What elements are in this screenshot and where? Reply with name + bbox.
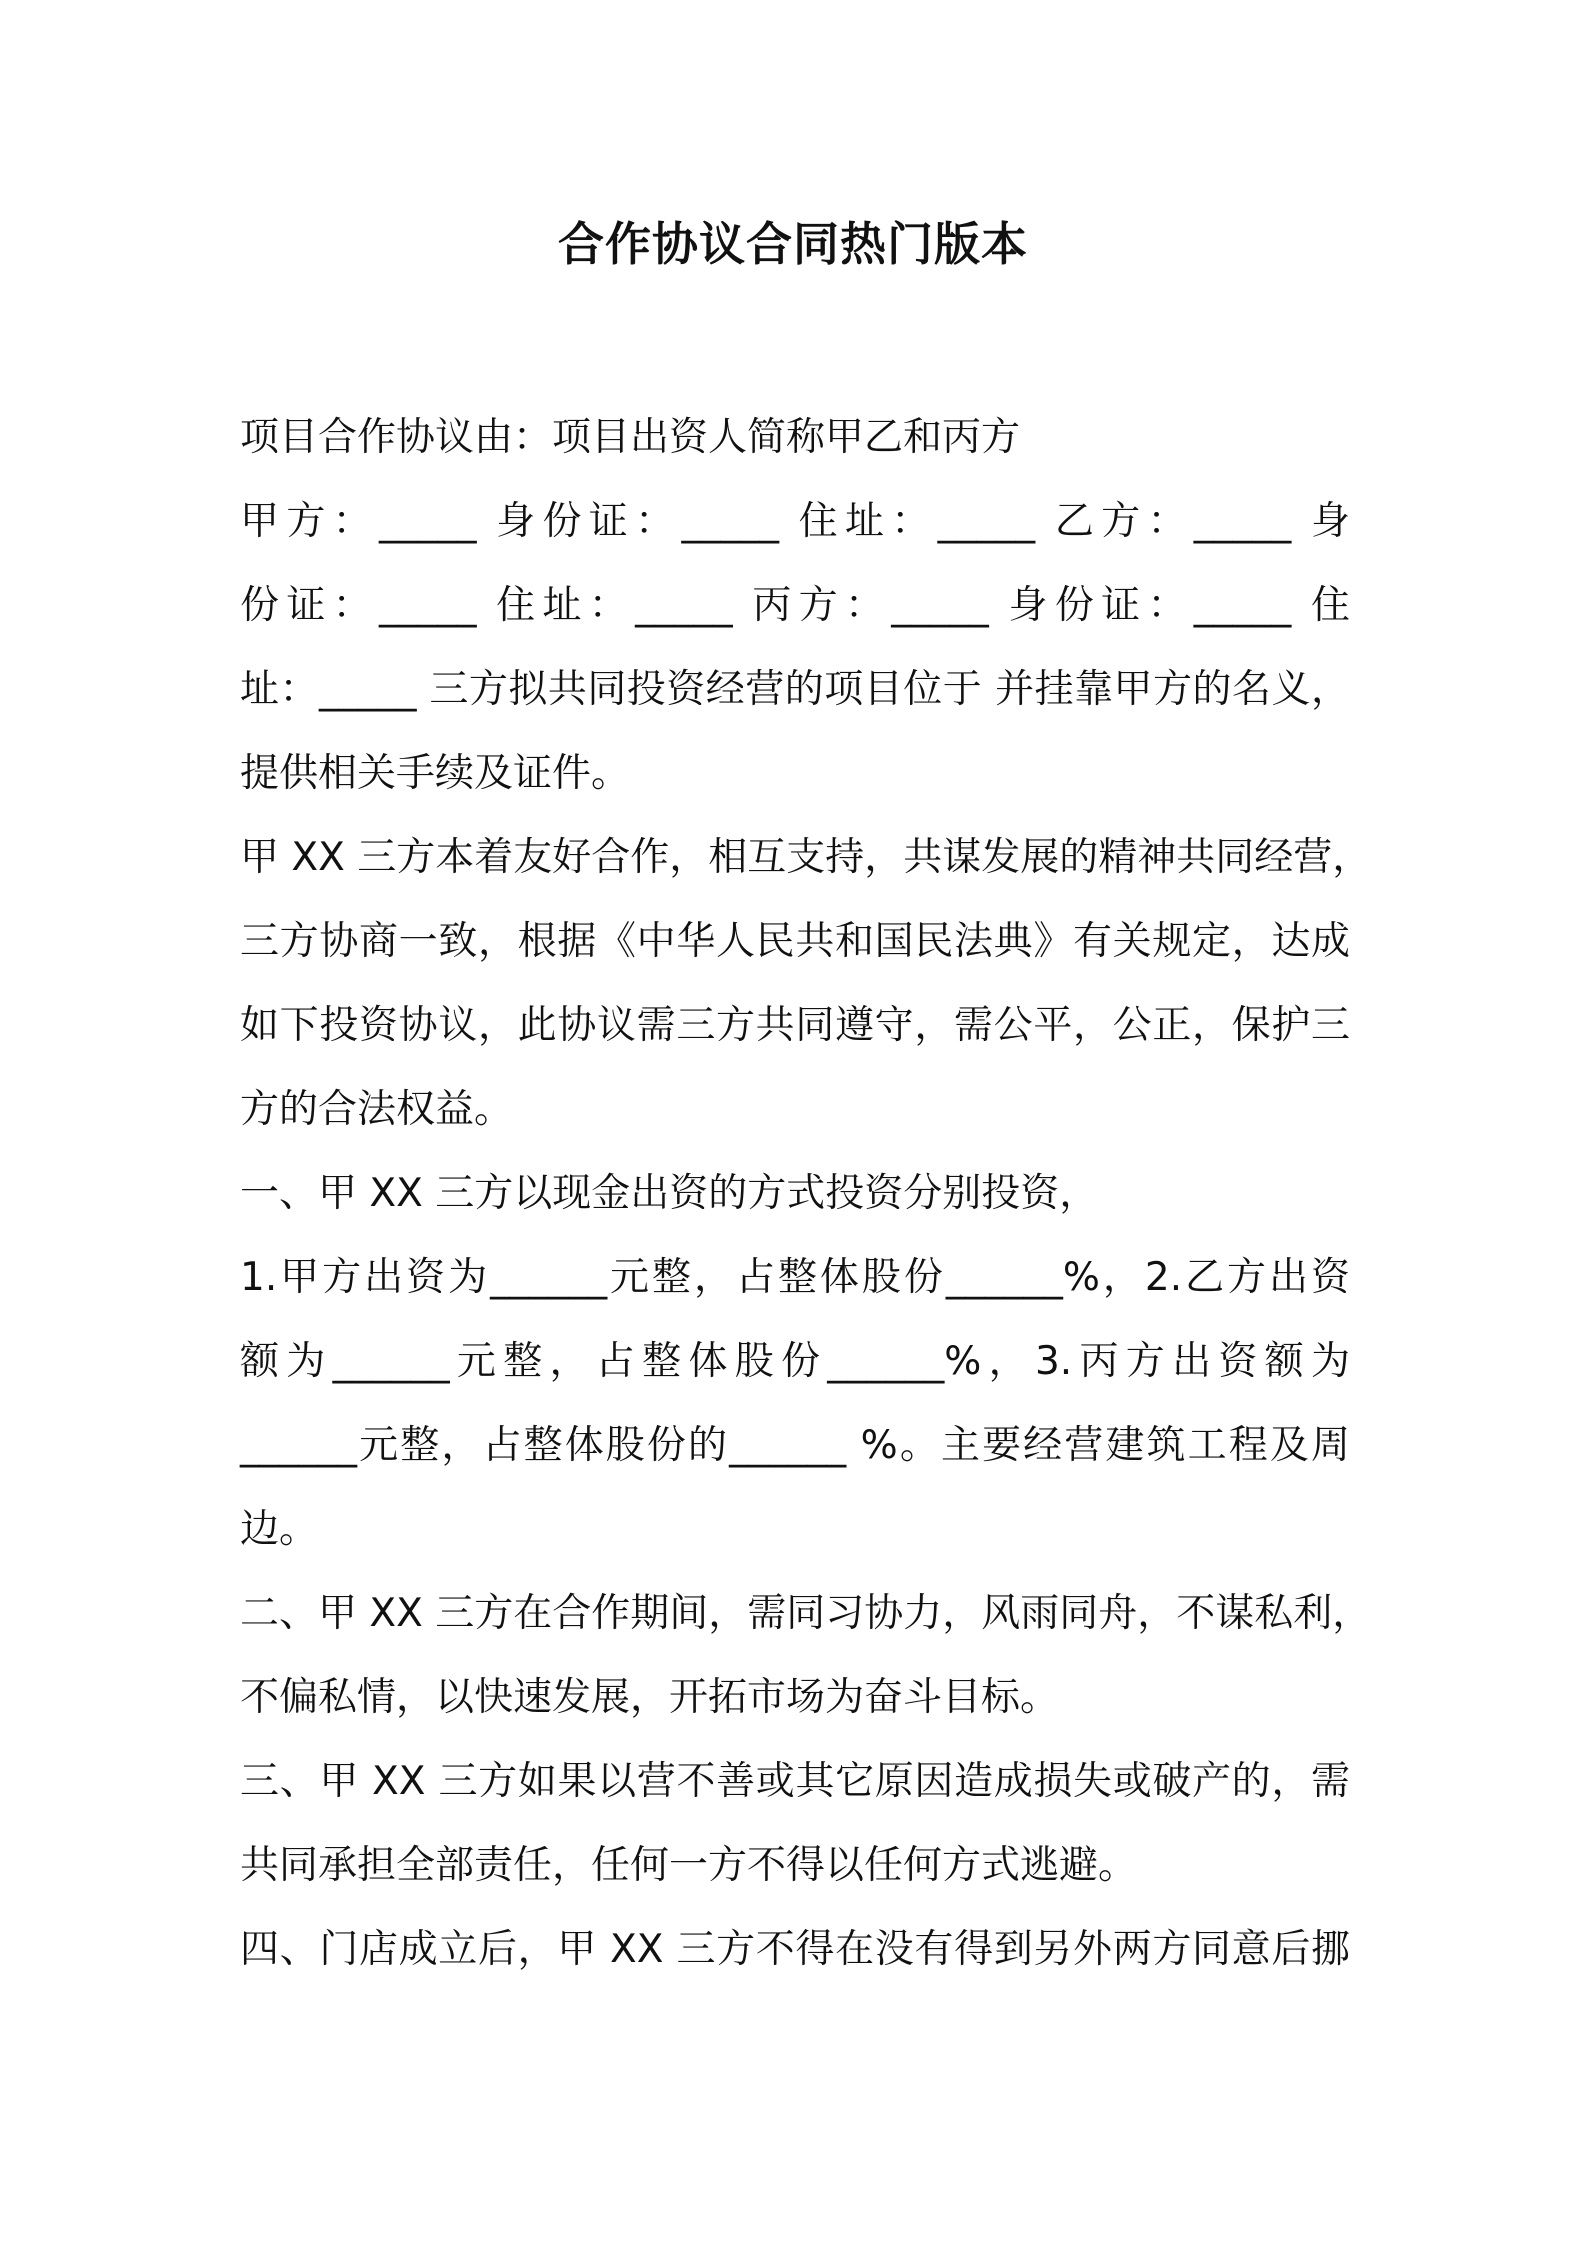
body-line: 1.甲方出资为______元整，占整体股份______%，2.乙方出资 bbox=[240, 1255, 1350, 1300]
body-line: ______元整，占整体股份的______ %。主要经营建筑工程及周 bbox=[240, 1423, 1350, 1468]
body-line: 不偏私情，以快速发展，开拓市场为奋斗目标。 bbox=[240, 1675, 1060, 1720]
body-line: 甲 XX 三方本着友好合作，相互支持，共谋发展的精神共同经营， bbox=[240, 835, 1372, 880]
document-title: 合作协议合同热门版本 bbox=[558, 217, 1028, 271]
document-body bbox=[240, 396, 1372, 1992]
body-line: 项目合作协议由：项目出资人简称甲乙和丙方 bbox=[240, 415, 1021, 460]
body-line: 额为______元整，占整体股份______%，3.丙方出资额为 bbox=[240, 1339, 1350, 1384]
body-line: 三、甲 XX 三方如果以营不善或其它原因造成损失或破产的，需 bbox=[240, 1759, 1350, 1804]
body-line: 如下投资协议，此协议需三方共同遵守，需公平，公正，保护三 bbox=[240, 1003, 1350, 1048]
body-line: 方的合法权益。 bbox=[240, 1087, 514, 1132]
body-line: 甲方：_____ 身份证：_____ 住址：_____ 乙方：_____ 身 bbox=[240, 499, 1350, 544]
body-line: 共同承担全部责任，任何一方不得以任何方式逃避。 bbox=[240, 1843, 1138, 1888]
body-line: 一、甲 XX 三方以现金出资的方式投资分别投资， bbox=[240, 1171, 1099, 1216]
body-line: 二、甲 XX 三方在合作期间，需同习协力，风雨同舟，不谋私利， bbox=[240, 1591, 1372, 1636]
body-line: 份证：_____ 住址：_____ 丙方：_____ 身份证：_____ 住 bbox=[240, 583, 1350, 628]
body-line: 三方协商一致，根据《中华人民共和国民法典》有关规定，达成 bbox=[240, 919, 1350, 964]
body-line: 边。 bbox=[240, 1507, 319, 1552]
body-line: 四、门店成立后，甲 XX 三方不得在没有得到另外两方同意后挪 bbox=[240, 1927, 1350, 1972]
body-line: 址：_____ 三方拟共同投资经营的项目位于 并挂靠甲方的名义， bbox=[240, 667, 1350, 712]
body-line: 提供相关手续及证件。 bbox=[240, 751, 631, 796]
